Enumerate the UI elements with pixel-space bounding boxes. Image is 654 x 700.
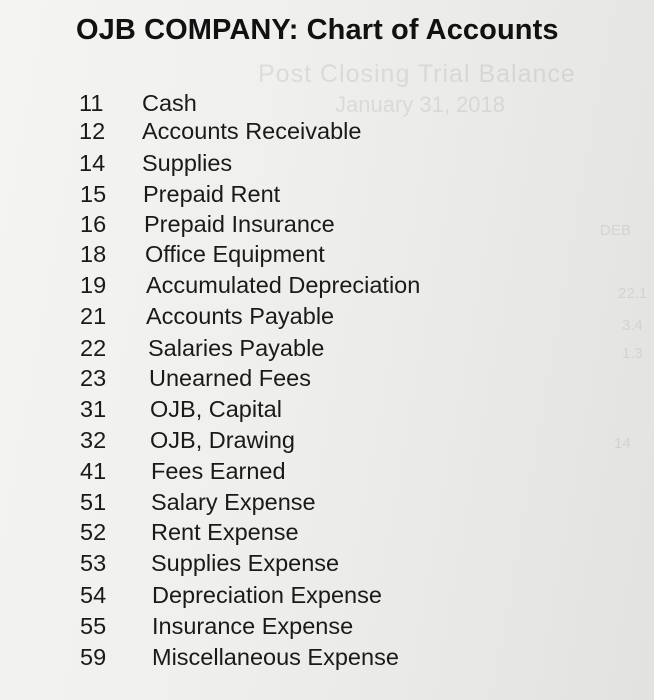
account-row — [0, 580, 654, 610]
account-name: Salary Expense — [151, 489, 316, 515]
account-row — [0, 88, 654, 118]
account-name: Unearned Fees — [149, 365, 311, 391]
account-number: 53 — [80, 550, 107, 576]
bleed-through-heading: Post Closing Trial Balance — [258, 60, 576, 88]
account-number: 31 — [80, 396, 107, 422]
bleed-through-value: 3.4 — [622, 317, 643, 334]
account-row — [0, 333, 654, 363]
account-name: Cash — [142, 90, 197, 116]
account-row — [0, 179, 654, 209]
account-number: 19 — [80, 272, 107, 298]
account-name: Supplies Expense — [151, 550, 340, 576]
account-row — [0, 116, 654, 146]
account-name: Salaries Payable — [148, 335, 325, 361]
bleed-through-value: 22.1 — [618, 285, 648, 302]
account-name: Accumulated Depreciation — [146, 272, 421, 298]
bleed-through-value: 14 — [614, 435, 631, 452]
account-number: 52 — [80, 519, 107, 545]
account-row — [0, 209, 654, 239]
account-number: 32 — [80, 427, 107, 453]
bleed-through-date: January 31, 2018 — [335, 92, 506, 117]
account-number: 54 — [80, 582, 107, 608]
account-name: Supplies — [142, 150, 233, 176]
account-name: Miscellaneous Expense — [152, 644, 399, 670]
account-number: 14 — [79, 150, 106, 176]
account-row — [0, 270, 654, 300]
account-row — [0, 301, 654, 331]
account-number: 18 — [80, 241, 107, 267]
account-number: 41 — [80, 458, 107, 484]
account-number: 15 — [80, 181, 107, 207]
account-name: Prepaid Rent — [143, 181, 281, 207]
account-row — [0, 239, 654, 269]
account-row — [0, 611, 654, 641]
bleed-through-column: DEB — [600, 222, 631, 239]
account-name: Depreciation Expense — [152, 582, 382, 608]
account-row — [0, 456, 654, 486]
account-number: 16 — [80, 211, 107, 237]
account-name: Prepaid Insurance — [144, 211, 335, 237]
account-name: Insurance Expense — [152, 613, 354, 639]
account-name: OJB, Capital — [150, 396, 282, 422]
account-row — [0, 642, 654, 672]
account-row — [0, 425, 654, 455]
account-name: Office Equipment — [145, 241, 325, 267]
account-number: 55 — [80, 613, 107, 639]
account-number: 51 — [80, 489, 107, 515]
account-name: Accounts Payable — [146, 303, 335, 329]
account-row — [0, 148, 654, 178]
account-name: Fees Earned — [151, 458, 286, 484]
account-number: 22 — [80, 335, 107, 361]
account-row — [0, 548, 654, 578]
account-row — [0, 394, 654, 424]
account-number: 23 — [80, 365, 107, 391]
account-number: 59 — [80, 644, 107, 670]
account-number: 11 — [79, 90, 104, 116]
bleed-through-value: 1.3 — [622, 345, 643, 362]
account-name: OJB, Drawing — [150, 427, 295, 453]
account-name: Accounts Receivable — [142, 118, 362, 144]
account-row — [0, 487, 654, 517]
account-number: 21 — [80, 303, 107, 329]
page-title: OJB COMPANY: Chart of Accounts — [76, 14, 559, 46]
account-number: 12 — [79, 118, 106, 144]
account-row — [0, 363, 654, 393]
account-name: Rent Expense — [151, 519, 299, 545]
account-row — [0, 517, 654, 547]
